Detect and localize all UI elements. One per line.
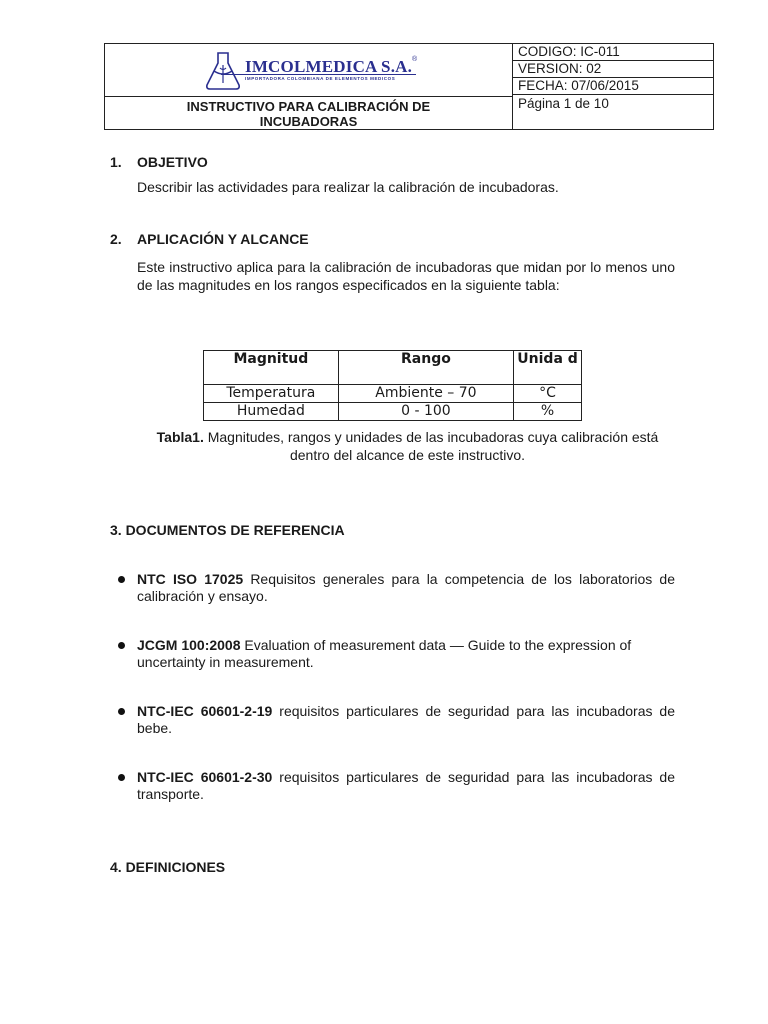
document-code: CODIGO: IC-011 (513, 44, 713, 61)
document-version: VERSION: 02 (513, 61, 713, 78)
table-cell: Humedad (204, 403, 339, 421)
reference-code: NTC ISO 17025 (137, 571, 244, 587)
reference-item (137, 703, 675, 737)
table-header-cell: Rango (338, 351, 513, 385)
table-caption-text: Magnitudes, rangos y unidades de las incubadoras cuya calibración está dentro del alcance de este instructivo. (203, 429, 659, 463)
section-2-text: Este instructivo aplica para la calibración de incubadoras que midan por lo menos uno de las magnitudes en los rangos especificados en la siguiente tabla: (137, 259, 675, 293)
section-1-number: 1. (110, 154, 122, 170)
section-3-title: 3. DOCUMENTOS DE REFERENCIA (110, 522, 345, 538)
document-title-line2: INCUBADORAS (259, 114, 358, 129)
bullet-icon (118, 642, 125, 649)
table-cell: % (514, 403, 582, 421)
table-cell: °C (514, 385, 582, 403)
reference-item (137, 571, 675, 605)
company-tagline: IMPORTADORA COLOMBIANA DE ELEMENTOS MEDICOS (245, 76, 396, 81)
section-2-number: 2. (110, 231, 122, 247)
table-header-cell: Unida d (514, 351, 582, 385)
table-header-cell: Magnitud (204, 351, 339, 385)
magnitudes-table (203, 350, 582, 421)
section-2-title: APLICACIÓN Y ALCANCE (137, 231, 309, 247)
flask-emblem-icon (201, 49, 245, 93)
section-4-title: 4. DEFINICIONES (110, 859, 226, 875)
reference-item (137, 769, 675, 803)
bullet-icon (118, 774, 125, 781)
table-header-row (204, 351, 582, 385)
company-logo (201, 49, 421, 93)
reference-code: NTC-IEC 60601-2-30 (137, 769, 273, 785)
logo-cell (105, 44, 513, 97)
table-caption-label: Tabla1. (156, 429, 204, 445)
document-date: FECHA: 07/06/2015 (513, 78, 713, 95)
reference-code: NTC-IEC 60601-2-19 (137, 703, 273, 719)
registered-mark: ® (412, 56, 418, 63)
document-meta (513, 44, 713, 128)
reference-text: Evaluation of measurement data — Guide to the expression of uncertainty in measurement. (137, 637, 632, 670)
reference-text: Requisitos generales para la competencia de los laboratorios de calibración y ensayo. (137, 571, 675, 604)
table-cell: 0 - 100 (338, 403, 513, 421)
reference-text: requisitos particulares de seguridad para las incubadoras de transporte. (137, 769, 675, 802)
bullet-icon (118, 708, 125, 715)
company-name: IMCOLMEDICA S.A. (245, 57, 413, 76)
section-1-title: OBJETIVO (137, 154, 208, 170)
table-caption (140, 428, 675, 464)
table-row (204, 403, 582, 421)
reference-text: requisitos particulares de seguridad para las incubadoras de bebe. (137, 703, 675, 736)
reference-code: JCGM 100:2008 (137, 637, 241, 653)
document-title (105, 97, 513, 130)
document-title-line1: INSTRUCTIVO PARA CALIBRACIÓN DE (186, 99, 431, 114)
page-number: Página 1 de 10 (518, 96, 609, 111)
reference-item (137, 637, 675, 671)
table-cell: Ambiente – 70 (338, 385, 513, 403)
section-1-text: Describir las actividades para realizar la calibración de incubadoras. (137, 179, 559, 195)
table-cell: Temperatura (204, 385, 339, 403)
table-row (204, 385, 582, 403)
bullet-icon (118, 576, 125, 583)
document-header (104, 43, 714, 130)
